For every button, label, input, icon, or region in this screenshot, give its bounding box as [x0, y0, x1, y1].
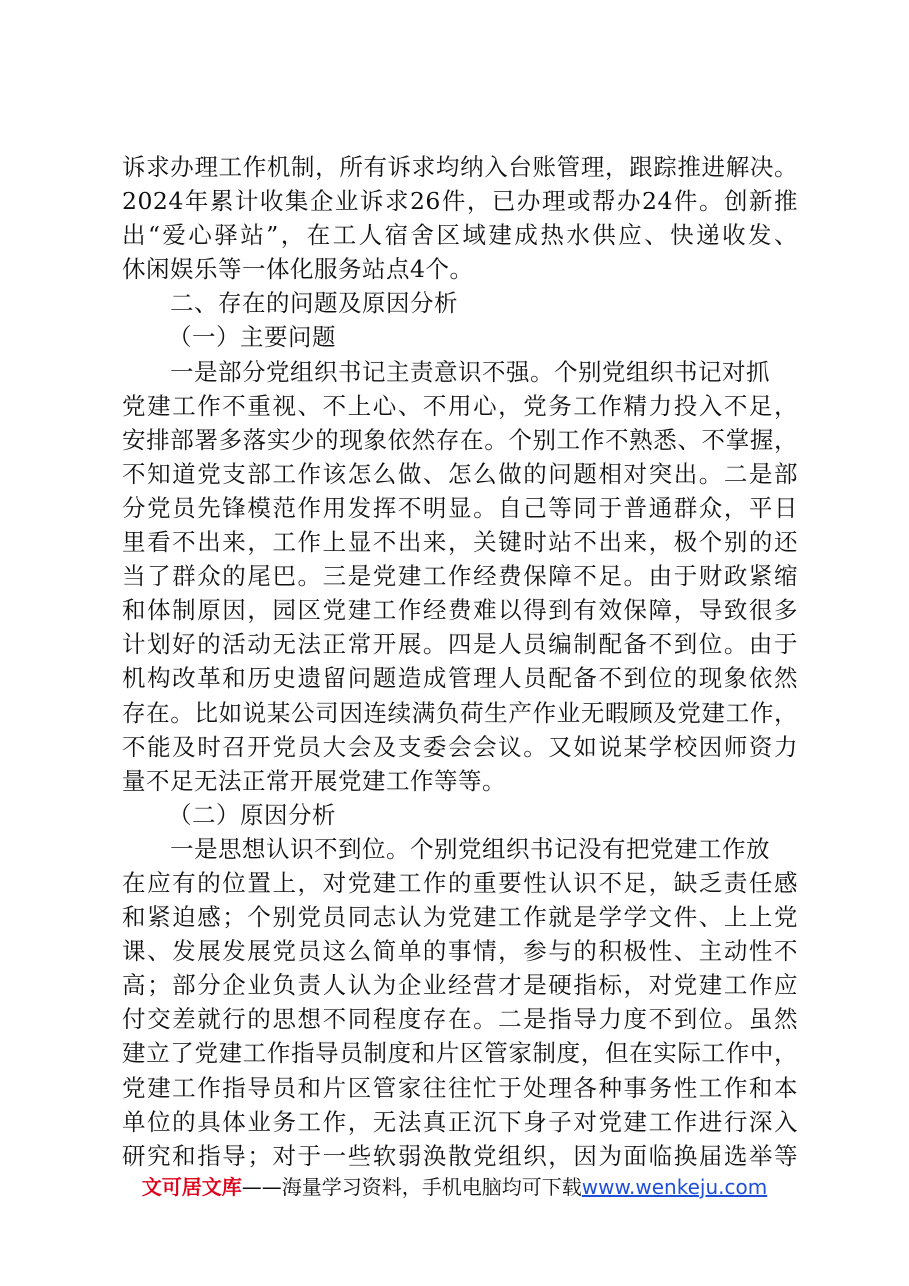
footer-brand: 文可居文库 [141, 1175, 242, 1199]
paragraph-line: 一是思想认识不到位。个别党组织书记没有把党建工作放 [170, 834, 770, 863]
paragraph-line: 高；部分企业负责人认为企业经营才是硬指标，对党建工作应 [122, 971, 798, 1000]
subsection-heading: （一）主要问题 [168, 323, 336, 352]
paragraph-line: 课、发展发展党员这么简单的事情，参与的积极性、主动性不 [122, 937, 798, 966]
paragraph-line: 不能及时召开党员大会及支委会会议。又如说某学校因师资力 [122, 732, 798, 761]
paragraph-line: 2024年累计收集企业诉求26件，已办理或帮办24件。创新推 [122, 187, 798, 216]
footer-tagline: ——海量学习资料，手机电脑均可下载 [241, 1175, 582, 1199]
paragraph-line: 党建工作不重视、不上心、不用心，党务工作精力投入不足， [122, 391, 798, 420]
paragraph-line: 不知道党支部工作该怎么做、怎么做的问题相对突出。二是部 [122, 459, 798, 488]
paragraph-line: 计划好的活动无法正常开展。四是人员编制配备不到位。由于 [122, 630, 798, 659]
footer-link[interactable]: www.wenkeju.com [581, 1175, 768, 1199]
paragraph-line: 当了群众的尾巴。三是党建工作经费保障不足。由于财政紧缩 [122, 562, 798, 591]
paragraph-line: 党建工作指导员和片区管家往往忙于处理各种事务性工作和本 [122, 1073, 798, 1102]
paragraph-line: 休闲娱乐等一体化服务站点4个。 [122, 255, 474, 284]
paragraph-line: 存在。比如说某公司因连续满负荷生产作业无暇顾及党建工作， [122, 698, 798, 727]
paragraph-line: 建立了党建工作指导员制度和片区管家制度，但在实际工作中， [122, 1039, 798, 1068]
paragraph-line: 诉求办理工作机制，所有诉求均纳入台账管理，跟踪推进解决。 [122, 153, 798, 181]
paragraph-line: 出“爱心驿站”，在工人宿舍区域建成热水供应、快递收发、 [122, 221, 798, 250]
paragraph-line: 安排部署多落实少的现象依然存在。个别工作不熟悉、不掌握， [122, 425, 798, 454]
paragraph-line: 在应有的位置上，对党建工作的重要性认识不足，缺乏责任感 [122, 868, 798, 897]
paragraph-line: 和体制原因，园区党建工作经费难以得到有效保障，导致很多 [122, 596, 798, 625]
paragraph-line: 研究和指导；对于一些软弱涣散党组织，因为面临换届选举等 [122, 1141, 798, 1170]
paragraph-line: 机构改革和历史遗留问题造成管理人员配备不到位的现象依然 [122, 664, 798, 693]
section-heading: 二、存在的问题及原因分析 [170, 289, 458, 318]
paragraph-line: 和紧迫感；个别党员同志认为党建工作就是学学文件、上上党 [122, 903, 798, 932]
paragraph-line: 里看不出来，工作上显不出来，关键时站不出来，极个别的还 [122, 528, 798, 557]
paragraph-line: 分党员先锋模范作用发挥不明显。自己等同于普通群众，平日 [122, 493, 798, 522]
document-body [122, 150, 798, 1173]
paragraph-line: 付交差就行的思想不同程度存在。二是指导力度不到位。虽然 [122, 1005, 798, 1034]
paragraph-line: 单位的具体业务工作，无法真正沉下身子对党建工作进行深入 [122, 1107, 798, 1136]
subsection-heading: （二）原因分析 [168, 800, 336, 829]
footer-banner [0, 1173, 909, 1201]
paragraph-line: 量不足无法正常开展党建工作等等。 [122, 766, 506, 795]
paragraph-line: 一是部分党组织书记主责意识不强。个别党组织书记对抓 [170, 357, 770, 386]
